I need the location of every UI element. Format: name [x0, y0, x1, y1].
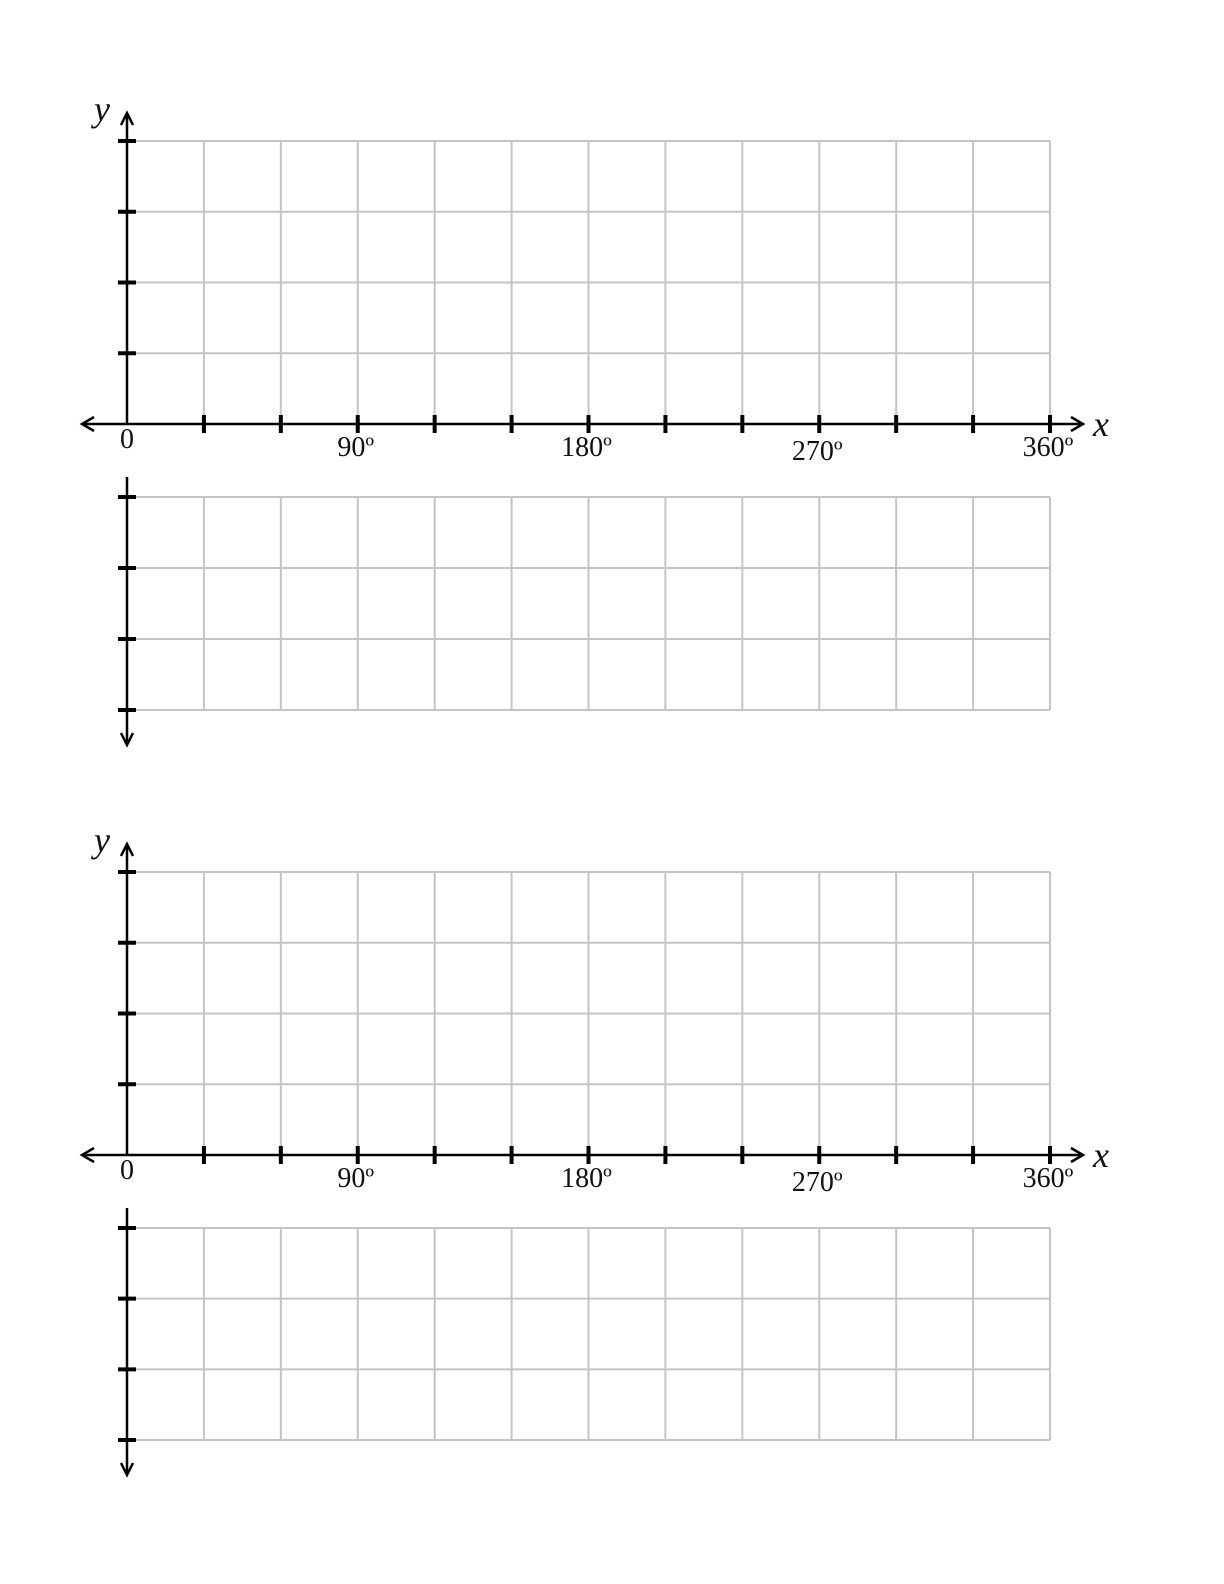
chart-1-x-axis-label: x	[1093, 404, 1109, 444]
chart-2-x-axis-label: x	[1093, 1135, 1109, 1175]
chart-1-x-axis	[82, 404, 1109, 467]
chart-1-y-axis	[91, 89, 136, 745]
chart-top	[82, 89, 1109, 745]
chart-1-x-tick-label: 90º	[337, 432, 375, 463]
chart-2-y-axis-label: y	[94, 820, 110, 860]
chart-2-x-tick-label: 360º	[1022, 1163, 1074, 1194]
chart-1-y-axis-label: y	[94, 89, 110, 129]
chart-2-y-axis	[91, 820, 136, 1475]
chart-1-x-tick-label: 0	[120, 424, 134, 455]
chart-2-x-tick-label: 90º	[337, 1163, 375, 1194]
chart-2-x-tick-label: 180º	[561, 1163, 612, 1194]
chart-1-x-tick-label: 270º	[791, 436, 843, 467]
chart-1-x-tick-label: 180º	[561, 432, 612, 463]
chart-2-x-tick-label: 270º	[791, 1167, 843, 1198]
chart-bottom	[82, 820, 1109, 1475]
chart-1-x-tick-label: 360º	[1022, 432, 1074, 463]
chart-2-x-axis	[82, 1135, 1109, 1198]
chart-2-x-tick-label: 0	[120, 1155, 134, 1186]
